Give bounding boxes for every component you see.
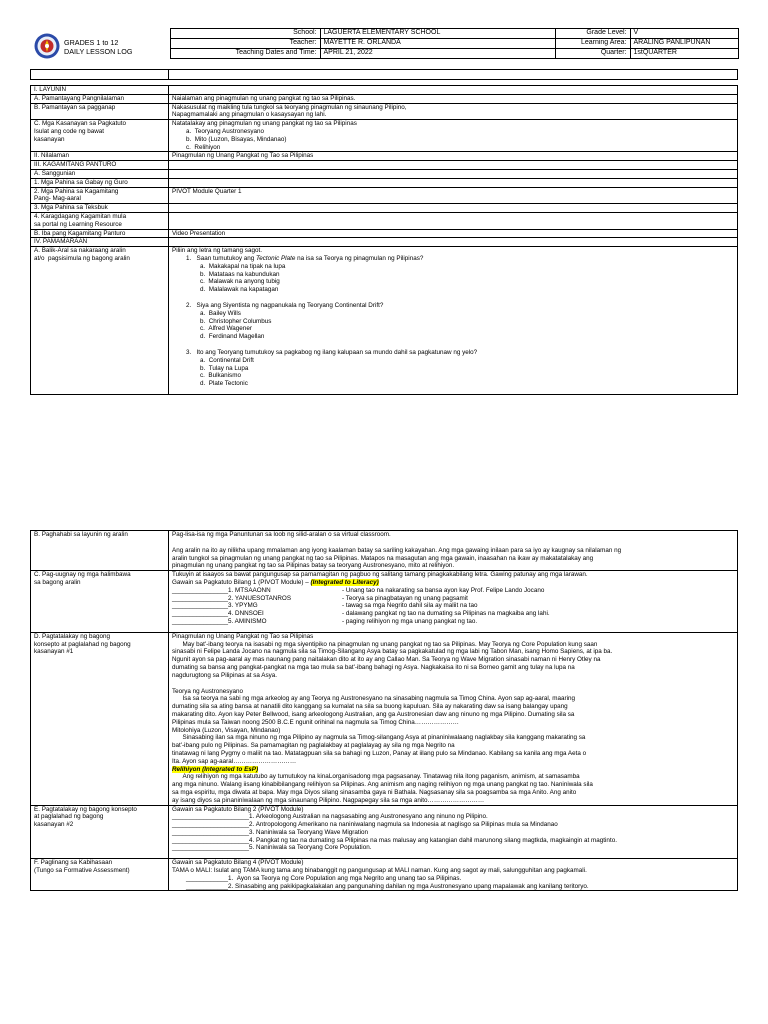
list-item: d. Ferdinand Magellan (200, 333, 265, 341)
list-item: b. Christopher Columbus (200, 317, 272, 325)
teacher-label: Teacher: (170, 39, 320, 49)
header-title-line1: GRADES 1 to 12 (64, 37, 119, 47)
list-item: a. Continental Drift (200, 356, 254, 364)
paghahabi-label: B. Paghahabi sa layunin ng aralin (31, 531, 169, 571)
gawain-4-items (172, 875, 734, 891)
list-item: ______________________4. Pangkat ng tao na dumating sa Pilipinas na mas malusay ang katangian dahil marunong silang magtkda, magkaingin at magtinto. (172, 836, 617, 844)
pamantayang-pangnilalaman-value: Naialaman ang pinagmulan ng unang pangkat ng tao sa Pilipinas. (169, 94, 738, 103)
paghahabi-line1: Pag-lisa-isa ng mga Panuntunan sa loob ng silid-aralan o sa virtual classroom. (172, 531, 391, 538)
pagtatalakay-2-value (169, 805, 738, 859)
karagdagang-label: 4. Karagdagang Kagamitan mula sa portal ng Learning Resource (31, 212, 169, 229)
pamantayan-pagganap-value: Nakasusulat ng maikling tula tungkol sa teoryang pinagmulan ng sinaunang Pilipino, Napagmamalaki ang pinagmulan o kasaysayan ng lahi. (169, 103, 738, 120)
teksbuk-label: 3. Mga Pahina sa Teksbuk (31, 204, 169, 213)
layunin-heading: I. LAYUNIN (31, 86, 169, 95)
mitolohiya-subheading: Mitolohiya (Luzon, Visayan, Mindanao) (172, 726, 281, 734)
lesson-table-1 (30, 69, 738, 395)
list-item: ______________________2. Antropologong Amerikano na naniniwalang nagmula sa Indonesia at naglisgo sa Pilipinas mula sa Mindanao (172, 821, 558, 829)
school-value: LAGUERTA ELEMENTARY SCHOOL (320, 29, 555, 39)
sanggunian-label: A. Sanggunian (31, 169, 169, 178)
list-item: ______________________1. Arkeologong Australian na nagsasabing ang Austronesyano ang ninuno ng Pilipino. (172, 813, 488, 821)
question-1: 1. Saan tumutukoy ang Tectonic Plate na isa sa Teorya ng pinagmulan ng Pilipinas? (186, 254, 424, 262)
quarter-value: 1stQUARTER (630, 49, 738, 59)
header-title-line2: DAILY LESSON LOG (64, 46, 133, 56)
paglinang-value (169, 859, 738, 891)
pamamaraan-heading: IV. PAMAMARAAN (31, 238, 169, 247)
gawain-4-title: Gawain sa Pagkatuto Bilang 4 (PIVOT Module) (172, 859, 304, 867)
pagtatalakay-para2: Isa sa teorya na sabi ng mga arkeolog ay ang Teorya ng Austronesyano na sinasabing nagmula sa Timog China. Ayon sap ag-aaral, maaring dumating sila sa ating bansa at nanatili dito kanggang sa kumalat na sila sa buong kapuluan. Sila ay nakarating daw sa isang balangay upang makarating dito. Ayon kay Peter Bellwood, isang arkeologong Australian, ang ga Austronesian daw ang ninuno ng mga Pilipino. Dumating sila sa Pilipinas mula sa Taiwan noong 2500 B.C.E ngunit orihinal na nagmula sa Timog China………………… (172, 695, 576, 726)
list-item: c. Bulkanismo (200, 372, 241, 380)
header-logo-cell (30, 29, 170, 59)
list-item: ____________1. Ayon sa Teorya ng Core Population ang mga Negrito ang unang tao sa Pilipinas. (186, 874, 462, 882)
balik-aral-label: A. Balik-Aral sa nakaraang aralin at/o pagsisimula ng bagong aralin (31, 247, 169, 395)
school-label: School: (170, 29, 320, 39)
list-item: d. Malalawak na kapatagan (200, 286, 279, 294)
gawain-1-clue: - paging relihiyon ng mga unang pangkat ng tao. (342, 617, 478, 625)
gawain-1-word: ________________1. MTSAAONN (172, 586, 271, 594)
gawain-2-items (172, 813, 734, 852)
gawain-1-word: ________________3. YPYMG (172, 602, 258, 610)
nilalaman-value: Pinagmulan ng Unang Pangkat ng Tao sa Pilipinas (169, 152, 738, 161)
teksbuk-value (169, 204, 738, 213)
pagtatalakay-1-value (169, 632, 738, 805)
gawain-1-word: ________________5. AMINISMO (172, 617, 267, 625)
gawain-2-title: Gawain sa Pagkatuto Bilang 2 (PIVOT Module) (172, 805, 304, 813)
pag-uugnay-value (169, 571, 738, 633)
teacher-value: MAYETTE R. ORLANDA (320, 39, 555, 49)
list-item: d. Plate Tectonic (200, 380, 248, 388)
deped-seal-icon (34, 33, 60, 59)
list-item: ______________________5. Naniniwala sa Teoryang Core Population. (172, 844, 372, 852)
grade-label: Grade Level: (555, 29, 630, 39)
kasanayan-list (172, 128, 734, 151)
page-1 (30, 28, 738, 395)
gawain-1-clue: - dalawang pangkat ng tao na dumating sa Pilipinas na magkaiba ang lahi. (342, 610, 550, 618)
kasanayan-intro: Natatalakay ang pinagmulan ng unang pangkat ng tao sa Pilipinas (172, 120, 357, 128)
list-item: a. Bailey Wills (200, 309, 241, 317)
pagtatalakay-title: Pinagmulan ng Unang Pangkat ng Tao sa Pilipinas (172, 632, 314, 640)
question-1-options (172, 263, 734, 294)
gawain-1-row (172, 618, 734, 626)
pagtatalakay-para3: Sinasabing ilan sa mga ninuno ng mga Pilipino ay nagmula sa Timog-silangang Asya at pinaniniwalaang naglakbay sila kanggang makarating sa bat'-ibang pulo ng Pilipinas. Sa pamamagitan ng paglalakbay at paglalayag ay sila ng mga Negrito na tinatawag ni lang Pygmy o maliit na tao. Matatagpuan sila sa bahagi ng Luzon, Panay at iilang pulo sa Mindanao. Kabilang sa kanila ang mga Aeta o Ita. Ayon sap ag-aaral………………………… (172, 734, 587, 765)
pamantayan-pagganap-label: B. Pamantayan sa pagganap (31, 103, 169, 120)
area-value: ARALING PANLIPUNAN (630, 39, 738, 49)
dates-label: Teaching Dates and Time: (170, 49, 320, 59)
kasanayan-value (169, 120, 738, 152)
relihiyon-subheading: Relihiyon (Integrated to EsP) (172, 765, 259, 773)
iba-pang-kagamitan-value: Video Presentation (169, 229, 738, 238)
pagtatalakay-para4: Ang relihiyon ng mga katutubo ay tumutukoy na kinaLorganisadong mga pagsasanay. Tinatawag nila itong paganism, animism, at samasamba ang mga ninuno. Walang iisang kinabibilangang relihiyon sa Pilipinas. Ang animism ang naging relihiyon ng mga unang pangkat ng tao. Naniniwala sila sa mga espiritu, mga diwata at bapa. May mga Diyos silang sinasamba gaya ni Bathala. Nagsasanay sila sa poagsamba sa mga Anito. Ang anito ay isang diyos sa pinaniniwalaan ng mga sinaunang Pilipino. Nagpapegay sila sa mga anito……………………… (172, 773, 593, 804)
list-item: c. Alfred Wagener (200, 325, 252, 333)
list-item: c. Relihiyon (186, 143, 221, 151)
gabay-guro-value (169, 178, 738, 187)
gawain-1-row (172, 610, 734, 618)
gawain-1-word: ________________2. YANUESOTANROS (172, 594, 292, 602)
list-item: b. Tulay na Lupa (200, 364, 249, 372)
balik-aral-intro: Piliin ang letra ng tamang sagot. (172, 247, 262, 255)
pag-uugnay-gawain: Gawain sa Pagkatuto Bilang 1 (PIVOT Module) – (Integrated to Literacy) (172, 578, 379, 586)
pag-uugnay-label: C. Pag-uugnay ng mga halimbawa sa bagong aralin (31, 571, 169, 633)
gabay-guro-label: 1. Mga Pahina sa Gabay ng Guro (31, 178, 169, 187)
gawain-4-intro: TAMA o MALI: Isulat ang TAMA kung tama ang binabanggit ng pangungusap at MALI naman. Kung ang sagot ay mali, salungguhitan ang pagkamali. (172, 867, 587, 875)
pagtatalakay-1-label: D. Pagtatalakay ng bagong konsepto at paglalahad ng bagong kasanayan #1 (31, 632, 169, 805)
gawain-1-row (172, 602, 734, 610)
gawain-1-clue: - Unang tao na nakarating sa bansa ayon kay Prof. Felipe Lando Jocano (342, 586, 545, 594)
paghahabi-value (169, 531, 738, 571)
kagamitang-mag-aaral-label: 2. Mga Pahina sa Kagamitang Pang- Mag-aaral (31, 187, 169, 204)
austronesyano-subheading: Teorya ng Austronesyano (172, 687, 244, 695)
dates-value: APRIL 21, 2022 (320, 49, 555, 59)
pag-uugnay-rows (172, 587, 734, 626)
gawain-1-row (172, 595, 734, 603)
pag-uugnay-intro: Tukuyin at isaayos sa bawat pangungusap sa pamamagitan ng pagbuo ng salitang tamang pinagkakabilang letra. Gawing patunay ang mga larawan. (172, 571, 588, 579)
pagtatalakay-2-label: E. Pagtatalakay ng bagong konsepto at paglalahad ng bagong kasanayan #2 (31, 805, 169, 859)
paglinang-label: F. Paglinang sa Kabihasaan (Tungo sa Formative Assessment) (31, 859, 169, 891)
list-item: c. Malawak na anyong tubig (200, 278, 280, 286)
lesson-table-2 (30, 530, 738, 891)
question-3-options (172, 357, 734, 388)
karagdagang-value (169, 212, 738, 229)
pagtatalakay-para1: May bat'-ibang teorya na isasabi ng mga siyentipiko na pinagmulan ng unang pangkat ng tao sa Pilipinas. May Teorya ng Core Population kung saan sinasabi ni Felipe Landa Jocano na nagmula sila sa Timog-Silangang Asya batay sa pagkakatulad ng mga labi ng Tabon Man, isang Homo Sapiens, at ipa ba. Ngunit ayon sa pag-aaral ay mas naunang pang naitalakan dito at ito ay ang Callao Man. Sa Teorya ng Wave Migration sinasabi naman ni Henry Otley na dumating sa bansa ang pangkat-pangkat na mga tao mula sa bat'-ibang bahagi ng Asya. Nagkakaisa ito ni sa Borneo gamit ang tulay na lupa na nagdurugtong sa Pilipinas at sa Asya. (172, 640, 613, 679)
list-item: a. Makakapal na tipak na lupa (200, 262, 286, 270)
list-item: b. Mito (Luzon, Bisayas, Mindanao) (186, 135, 287, 143)
kagamitang-panturo-heading: III. KAGAMITANG PANTURO (31, 161, 169, 170)
list-item: ______________________3. Naniniwala sa Teoryang Wave Migration (172, 828, 369, 836)
pamantayang-pangnilalaman-label: A. Pamantayang Pangnilalaman (31, 94, 169, 103)
header-table (30, 28, 739, 59)
balik-aral-value (169, 247, 738, 395)
iba-pang-kagamitan-label: B. Iba pang Kagamitang Panturo (31, 229, 169, 238)
list-item: ____________2. Sinasabing ang pakikipagkalakalan ang pangunahing dahilan ng mga Austronesyano upang mapalawak ang kanilang teritoryo. (186, 882, 589, 890)
paghahabi-line2: Ang aralin na ito ay nilikha upang mmalaman ang iyong kaalaman batay sa sariling kakayahan. Ang mga gawaing inilaan para sa iyo ay kaugnay sa nilalaman ng aralin tungkol sa pinagmulan ng unang pangkat ng tao sa Pilipinas. Matapos na masagutan ang mga gawain, inaasahan na ikaw ay makatatalakay ang pinagmulan ng unang pangkat ng tao sa Pilipinas batay sa teoryang Austronesyano, mito at relihiyon. (172, 546, 622, 570)
gawain-1-word: ________________4. DNNSOEI (172, 610, 264, 618)
area-label: Learning Area: (555, 39, 630, 49)
kasanayan-label: C. Mga Kasanayan sa Pagkatuto Isulat ang code ng bawat kasanayan (31, 120, 169, 152)
page-2 (30, 530, 738, 891)
kagamitang-mag-aaral-value: PIVOT Module Quarter 1 (169, 187, 738, 204)
list-item: b. Matataas na kabundukan (200, 270, 280, 278)
gawain-1-row (172, 587, 734, 595)
gawain-1-clue: - Teorya sa pinagbatayan ng unang pagsamit (342, 594, 468, 602)
grade-value: V (630, 29, 738, 39)
quarter-label: Quarter: (555, 49, 630, 59)
question-2: 2. Siya ang Siyentista ng nagpanukala ng Teoryang Continental Drift? (186, 301, 384, 309)
list-item: a. Teoryang Austronesyano (186, 127, 265, 135)
gawain-1-clue: - tawag sa mga Negrito dahil sila ay maliit na tao (342, 602, 478, 610)
question-2-options (172, 310, 734, 341)
nilalaman-label: II. Nilalaman (31, 152, 169, 161)
question-3: 3. Ito ang Teoryang tumutukoy sa pagkabog ng ilang kalupaan sa mundo dahil sa pagkatunaw ng yelo? (186, 348, 478, 356)
